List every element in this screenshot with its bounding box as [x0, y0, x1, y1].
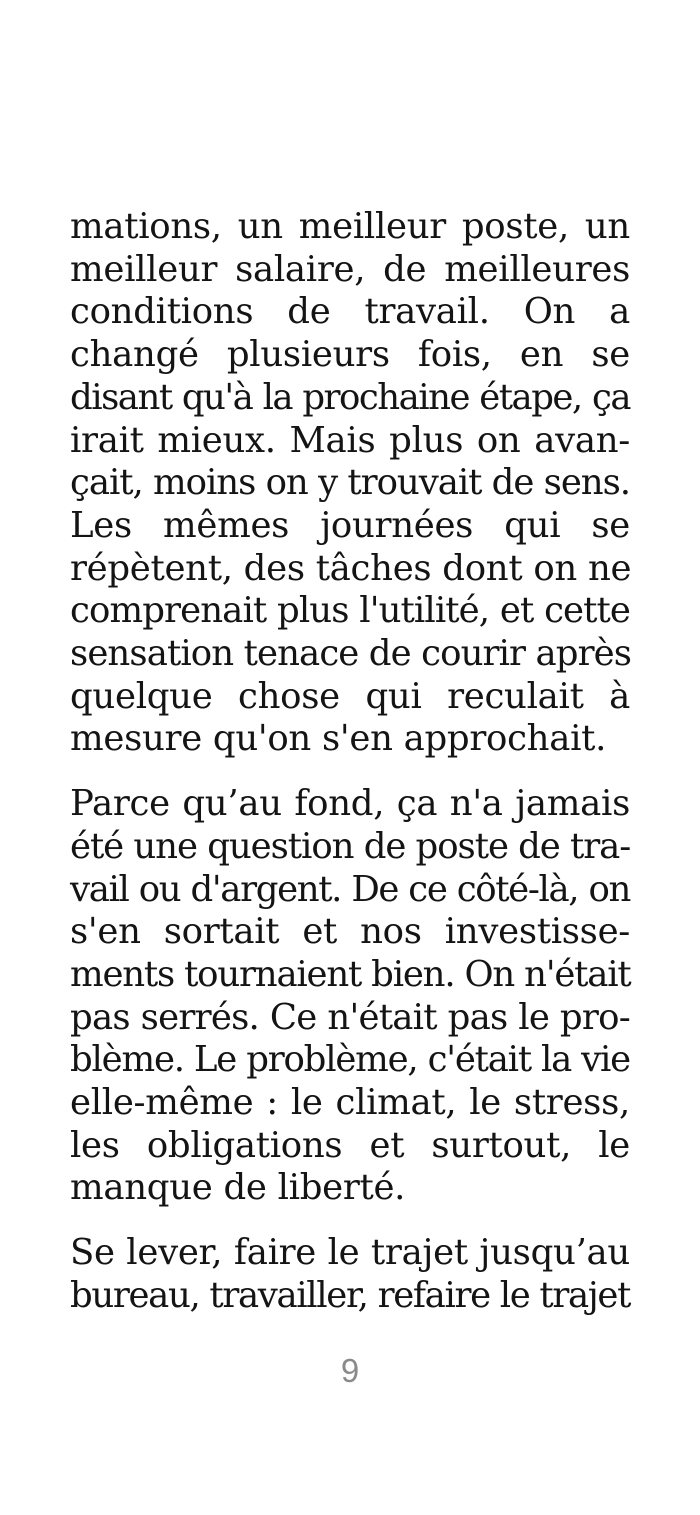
- paragraph-1: [70, 206, 630, 761]
- text-line: sensation tenace de courir après: [70, 633, 632, 675]
- text-line: ments tournaient bien. On n'était: [70, 953, 631, 995]
- text-line: meilleur salaire, de meilleures: [70, 248, 630, 290]
- text-line: mesure qu'on s'en approchait.: [70, 718, 607, 760]
- text-line: s'en sortait et nos investisse-: [70, 911, 630, 953]
- paragraph-2: [70, 783, 630, 1210]
- text-line: les obligations et surtout, le: [70, 1124, 630, 1166]
- text-line: mations, un meilleur poste, un: [70, 206, 630, 247]
- text-line: été une question de poste de tra-: [70, 825, 631, 867]
- text-line: changé plusieurs fois, en se: [70, 334, 630, 376]
- page-number: 9: [340, 1352, 360, 1389]
- text-line: elle-même : le climat, le stress,: [70, 1082, 630, 1124]
- text-line: irait mieux. Mais plus on avan-: [70, 419, 630, 461]
- text-line: Se lever, faire le trajet jusqu’au: [70, 1232, 630, 1274]
- text-line: comprenait plus l'utilité, et cette: [70, 590, 630, 632]
- text-line: çait, moins on y trouvait de sens.: [70, 462, 630, 504]
- text-line: vail ou d'argent. De ce côté-là, on: [70, 868, 630, 910]
- text-line: bureau, travailler, refaire le trajet: [70, 1274, 630, 1316]
- text-line: disant qu'à la prochaine étape, ça: [70, 376, 630, 418]
- page-body: [70, 206, 630, 1340]
- text-line: blème. Le problème, c'était la vie: [70, 1039, 630, 1081]
- text-line: Parce qu’au fond, ça n'a jamais: [70, 783, 630, 825]
- text-line: répètent, des tâches dont on ne: [70, 547, 632, 589]
- text-line: manque de liberté.: [70, 1167, 406, 1209]
- text-line: quelque chose qui reculait à: [70, 675, 630, 717]
- text-line: conditions de travail. On a: [70, 291, 630, 333]
- text-line: pas serrés. Ce n'était pas le pro-: [70, 996, 630, 1038]
- paragraph-3: [70, 1232, 630, 1317]
- text-line: Les mêmes journées qui se: [70, 504, 630, 546]
